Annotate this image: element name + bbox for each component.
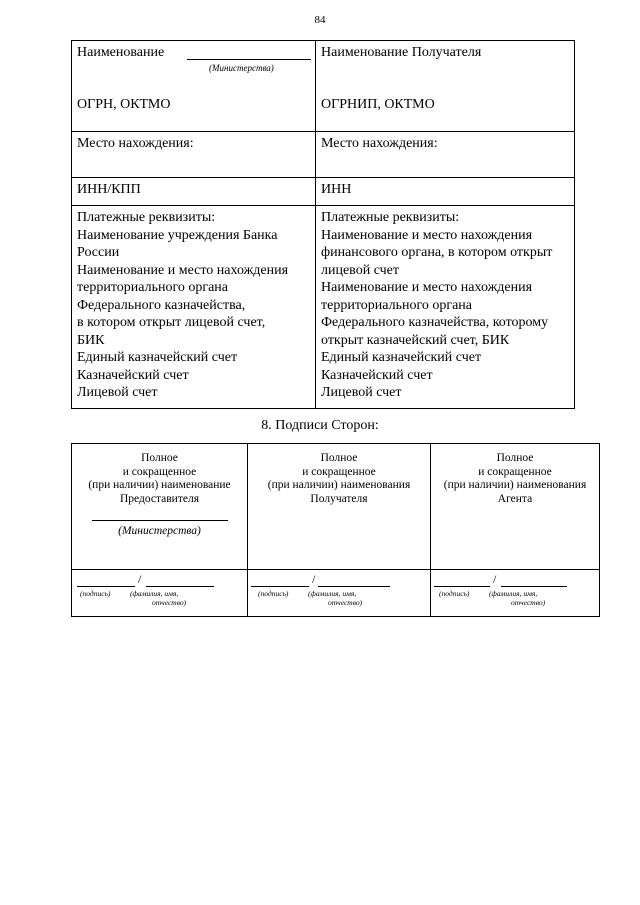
page-number: 84 — [314, 14, 326, 26]
payer-payment-line: Наименование и место нахождения — [77, 262, 289, 278]
payer-name-line — [187, 59, 311, 60]
recipient-payment-line: Наименование и место нахождения — [321, 227, 533, 243]
payer-payment-line: территориального органа — [77, 280, 229, 295]
payer-payment-line: Платежные реквизиты: — [77, 210, 216, 225]
payer-payment-line: Казначейский счет — [77, 367, 189, 383]
signature-party-provider — [72, 444, 248, 570]
payer-inn-label: ИНН/КПП — [72, 178, 316, 206]
party-name-line: Полное — [496, 452, 534, 464]
slash-separator: / — [493, 572, 497, 586]
party-name-line: Предоставителя — [119, 492, 199, 505]
full-name-line — [501, 586, 567, 587]
payer-name-label: Наименование — [77, 45, 165, 60]
recipient-payment-line: лицевой счет — [321, 262, 399, 278]
party-name-line: Получателя — [310, 492, 368, 505]
party-name-line: (при наличии) наименования — [443, 479, 587, 491]
recipient-name-cell — [316, 41, 575, 132]
payer-payment-line: Федерального казначейства, — [77, 297, 246, 313]
payer-name-sublabel: (Министерства) — [209, 63, 274, 73]
recipient-payment-line: Наименование и место нахождения — [321, 280, 533, 295]
party-name-line: и сокращенное — [122, 465, 197, 478]
payer-payment-line: Единый казначейский счет — [77, 350, 238, 365]
party-name-line: и сокращенное — [478, 465, 552, 478]
party-name-line: (при наличии) наименования — [267, 479, 411, 491]
signature-field-agent — [431, 570, 600, 617]
payer-payment-details — [72, 206, 316, 409]
payer-payment-line: России — [77, 245, 120, 260]
payer-payment-line: БИК — [77, 332, 105, 348]
signature-sublabel: (подпись) — [258, 589, 289, 598]
party-name-line: Агента — [497, 492, 533, 505]
recipient-payment-line: территориального органа — [321, 297, 473, 313]
payer-payment-line: Лицевой счет — [77, 385, 158, 400]
requisites-table — [71, 40, 575, 409]
party-name-line: Полное — [141, 452, 178, 464]
recipient-location-label: Место нахождения: — [316, 132, 575, 178]
full-name-sublabel: (фамилия, имя, — [308, 589, 357, 598]
recipient-payment-line: Единый казначейский счет — [321, 350, 482, 365]
recipient-payment-line: Федерального казначейства, которому — [321, 315, 549, 330]
payer-payment-line: Наименование учреждения Банка — [77, 227, 278, 243]
signature-field-recipient — [248, 570, 431, 617]
party-name-line: (при наличии) наименование — [88, 479, 231, 491]
full-name-sublabel: (фамилия, имя, — [130, 589, 179, 598]
full-name-line — [146, 586, 214, 587]
payer-ogrn-label: ОГРН, ОКТМО — [77, 97, 171, 112]
recipient-payment-details — [316, 206, 575, 409]
signature-line — [434, 586, 490, 587]
recipient-payment-line: финансового органа, в котором открыт — [321, 245, 553, 260]
signature-line — [251, 586, 309, 587]
recipient-name-label: Наименование Получателя — [321, 45, 482, 60]
full-name-sublabel: (фамилия, имя, — [489, 589, 538, 598]
full-name-sublabel-2: отчество) — [328, 598, 363, 607]
full-name-sublabel-2: отчество) — [152, 598, 187, 607]
payer-name-cell — [72, 41, 316, 132]
signature-party-agent — [431, 444, 600, 570]
slash-separator: / — [312, 572, 316, 586]
party-name-line: и сокращенное — [302, 465, 376, 478]
signatures-section-title: 8. Подписи Сторон: — [261, 418, 379, 433]
ministry-sublabel: (Министерства) — [118, 525, 201, 537]
recipient-payment-line: Казначейский счет — [321, 367, 433, 383]
slash-separator: / — [138, 572, 142, 586]
full-name-line — [318, 586, 390, 587]
signature-sublabel: (подпись) — [80, 589, 111, 598]
full-name-sublabel-2: отчество) — [511, 598, 546, 607]
recipient-ogrn-label: ОГРНИП, ОКТМО — [321, 97, 435, 112]
party-name-line: Полное — [320, 452, 358, 464]
signatures-table — [71, 443, 600, 617]
payer-payment-line: в котором открыт лицевой счет, — [77, 315, 266, 330]
recipient-payment-line: открыт казначейский счет, БИК — [321, 332, 510, 348]
signature-party-recipient — [248, 444, 431, 570]
signature-line — [77, 586, 135, 587]
ministry-name-line — [92, 520, 228, 521]
signature-field-provider — [72, 570, 248, 617]
recipient-payment-line: Платежные реквизиты: — [321, 210, 460, 225]
payer-location-label: Место нахождения: — [72, 132, 316, 178]
recipient-inn-label: ИНН — [316, 178, 575, 206]
recipient-payment-line: Лицевой счет — [321, 385, 402, 400]
signature-sublabel: (подпись) — [439, 589, 470, 598]
